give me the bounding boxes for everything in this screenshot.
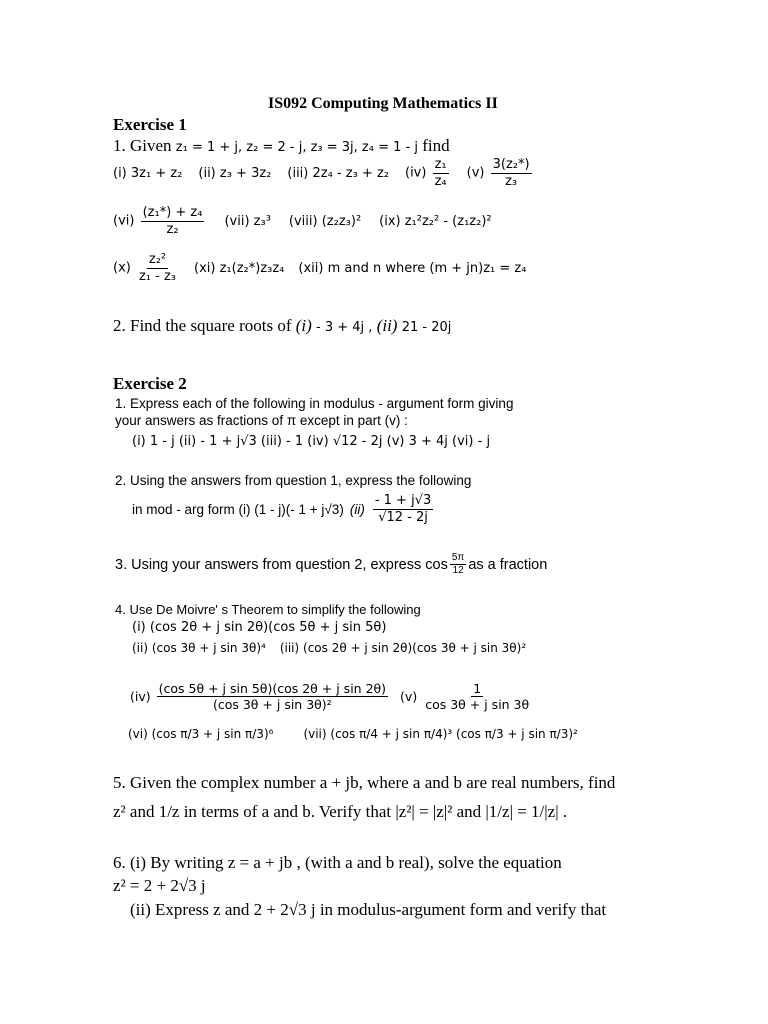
- part-x-fraction: $\frac{\text{z₂²}}{\text{z₁ - z₃}}$: [138, 252, 177, 284]
- q2-ii-fraction: $\frac{- 1 + j√3}{√12 - 2j}$: [374, 493, 432, 525]
- q4-iv-fraction: $\frac{\text{(cos 5θ + j sin 5θ)(cos 2θ + j sin 2θ)}}{\text{(cos 3θ + j sin 3θ)²}}$: [158, 681, 387, 712]
- q5-line1: 5. Given the complex number a + jb, where a and b are real numbers, find: [113, 773, 616, 792]
- part-v: (v) $\frac{\text{3(z₂*)}}{\text{z₃}}$: [466, 157, 530, 189]
- q6-line1: 6. (i) By writing z = a + jb , (with a and b real), solve the equation: [113, 853, 562, 872]
- ex1-question-2: 2. Find the square roots of (i) - 3 + 4j , (ii) 21 - 20j: [113, 316, 452, 335]
- exercise-2-heading: Exercise 2: [113, 374, 187, 393]
- ex2-q4-ii-iii: (ii) (cos 3θ + j sin 3θ)⁴ (iii) (cos 2θ + j sin 2θ)(cos 3θ + j sin 3θ)²: [132, 641, 527, 655]
- part-ii: (ii) z₃ + 3z₂: [198, 165, 272, 181]
- ex2-q2-line2: in mod - arg form (i) (1 - j)(- 1 + j√3) (ii) $\frac{- 1 + j√3}{√12 - 2j}$: [132, 493, 432, 525]
- ex2-q4-vi-vii: (vi) (cos π/3 + j sin π/3)⁶ (vii) (cos π/4 + j sin π/4)³ (cos π/3 + j sin π/3)²: [128, 727, 578, 741]
- part-vi-fraction: $\frac{\text{(z₁*) + z₄}}{\text{z₂}}$: [142, 205, 203, 237]
- part-viii: (viii) (z₂z₃)²: [288, 213, 362, 229]
- part-ix: (ix) z₁²z₂² - (z₁z₂)²: [379, 213, 492, 229]
- ex2-question-3: 3. Using your answers from question 2, express cos $\frac{5\pi}{12}$ as a fraction: [115, 552, 548, 576]
- ex2-q4-iv-v: (iv) $\frac{\text{(cos 5θ + j sin 5θ)(cos 2θ + j sin 2θ)}}{\text{(cos 3θ + j sin 3θ)²}}$ (v) $\frac{1}{\text{cos 3θ + j sin 3θ}}$: [130, 681, 530, 712]
- q4-v-fraction: $\frac{1}{\text{cos 3θ + j sin 3θ}}$: [425, 681, 530, 712]
- document-title: IS092 Computing Mathematics II: [268, 95, 498, 112]
- q1-given-values: z₁ = 1 + j, z₂ = 2 - j, z₃ = 3j, z₄ = 1 - j: [175, 140, 418, 155]
- ex2-q1-parts: (i) 1 - j (ii) - 1 + j√3 (iii) - 1 (iv) √12 - 2j (v) 3 + 4j (vi) - j: [132, 434, 491, 449]
- part-vii: (vii) z₃³: [224, 213, 271, 229]
- part-iv: (iv) $\frac{\text{z₁}}{\text{z₄}}$: [405, 157, 447, 189]
- q1-find: find: [422, 136, 450, 155]
- exercise-1-heading: Exercise 1: [113, 115, 187, 134]
- q3-fraction: $\frac{5\pi}{12}$: [451, 552, 465, 576]
- q6-line3: (ii) Express z and 2 + 2√3 j in modulus-argument form and verify that: [130, 900, 607, 919]
- part-xii: (xii) m and n where (m + jn)z₁ = z₄: [298, 260, 527, 276]
- q6-line2: z² = 2 + 2√3 j: [113, 876, 206, 895]
- part-iv-fraction: $\frac{\text{z₁}}{\text{z₄}}$: [434, 157, 447, 189]
- part-x: (x) $\frac{\text{z₂²}}{\text{z₁ - z₃}}$: [113, 252, 177, 284]
- part-i: (i) 3z₁ + z₂: [113, 165, 183, 181]
- ex1-row-2: [113, 205, 492, 237]
- q1-intro: 1. Given: [113, 136, 172, 155]
- ex1-question-1: [113, 136, 450, 156]
- ex1-row-1: [113, 157, 534, 189]
- ex2-q1-line2: your answers as fractions of π except in part (v) :: [115, 413, 408, 428]
- ex2-q1-line1: 1. Express each of the following in modulus - argument form giving: [115, 396, 514, 411]
- part-vi: (vi) $\frac{\text{(z₁*) + z₄}}{\text{z₂}}$: [113, 205, 203, 237]
- part-xi: (xi) z₁(z₂*)z₃z₄: [194, 260, 285, 276]
- part-v-fraction: $\frac{\text{3(z₂*)}}{\text{z₃}}$: [492, 157, 530, 189]
- q5-line2: z² and 1/z in terms of a and b. Verify that |z²| = |z|² and |1/z| = 1/|z| .: [113, 802, 568, 821]
- ex1-row-3: [113, 252, 526, 284]
- part-iii: (iii) 2z₄ - z₃ + z₂: [287, 165, 389, 181]
- ex2-q4-i: (i) (cos 2θ + j sin 2θ)(cos 5θ + j sin 5θ): [132, 620, 387, 635]
- ex2-q2-line1: 2. Using the answers from question 1, express the following: [115, 473, 472, 488]
- ex2-q4-intro: 4. Use De Moivre' s Theorem to simplify the following: [115, 602, 421, 617]
